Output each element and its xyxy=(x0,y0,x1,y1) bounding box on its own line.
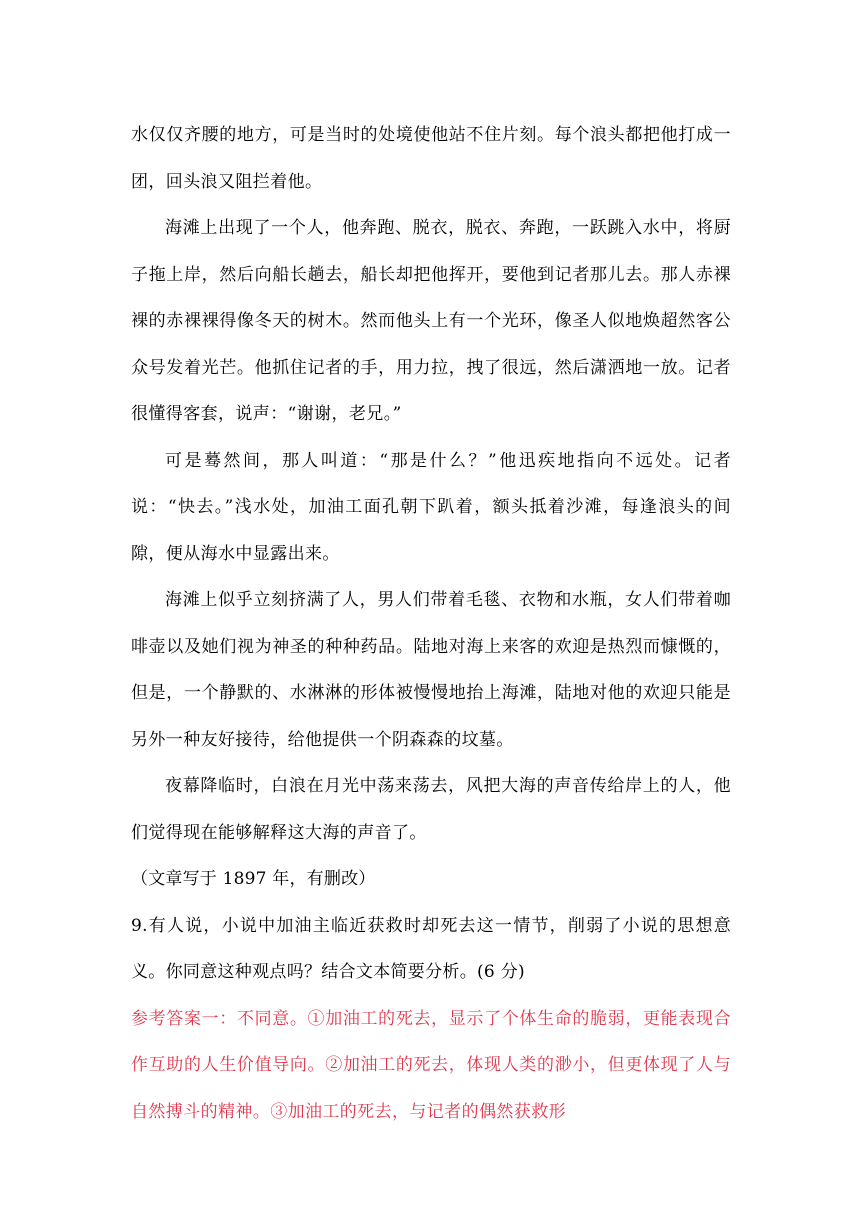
paragraph-oiler-found: 可是蓦然间，那人叫道：“那是什么？”他迅疾地指向不远处。记者说：“快去。”浅水处，加油工面孔朝下趴着，额头抵着沙滩，每逢浪头的间隙，便从海水中显露出来。 xyxy=(131,450,731,564)
paragraph-nightfall: 夜幕降临时，白浪在月光中荡来荡去，风把大海的声音传给岸上的人，他们觉得现在能够解释这大海的声音了。 xyxy=(131,776,731,843)
question-9: 9.有人说，小说中加油主临近获救时却死去这一情节，削弱了小说的思想意义。你同意这种观点吗？结合文本简要分析。(6 分) xyxy=(131,915,731,982)
paragraph-rescue: 海滩上出现了一个人，他奔跑、脱衣，脱衣、奔跑，一跃跳入水中，将厨子拖上岸，然后向船长趟去，船长却把他挥开，要他到记者那儿去。那人赤裸裸的赤裸裸得像冬天的树木。然而他头上有一个光环，像圣人似地焕超然客公众号发着光芒。他抓住记者的手，用力拉，拽了很远，然后潇洒地一放。记者很懂得客套，说声：“谢谢，老兄。” xyxy=(131,218,731,424)
reference-answer: 参考答案一：不同意。①加油工的死去，显示了个体生命的脆弱，更能表现合作互助的人生价值导向。②加油工的死去，体现人类的渺小，但更体现了人与自然搏斗的精神。③加油工的死去，与记者的偶然获救形 xyxy=(131,1008,731,1122)
document-body xyxy=(131,112,731,1135)
paragraph-beach-crowd: 海滩上似乎立刻挤满了人，男人们带着毛毯、衣物和水瓶，女人们带着咖啡壶以及她们视为神圣的种种药品。陆地对海上来客的欢迎是热烈而慷慨的，但是，一个静默的、水淋淋的形体被慢慢地抬上海滩，陆地对他的欢迎只能是另外一种友好接待，给他提供一个阴森森的坟墓。 xyxy=(131,590,731,750)
source-note: （文章写于 1897 年，有删改） xyxy=(131,869,376,889)
paragraph-continuation: 水仅仅齐腰的地方，可是当时的处境使他站不住片刻。每个浪头都把他打成一团，回头浪又阻拦着他。 xyxy=(131,125,731,192)
